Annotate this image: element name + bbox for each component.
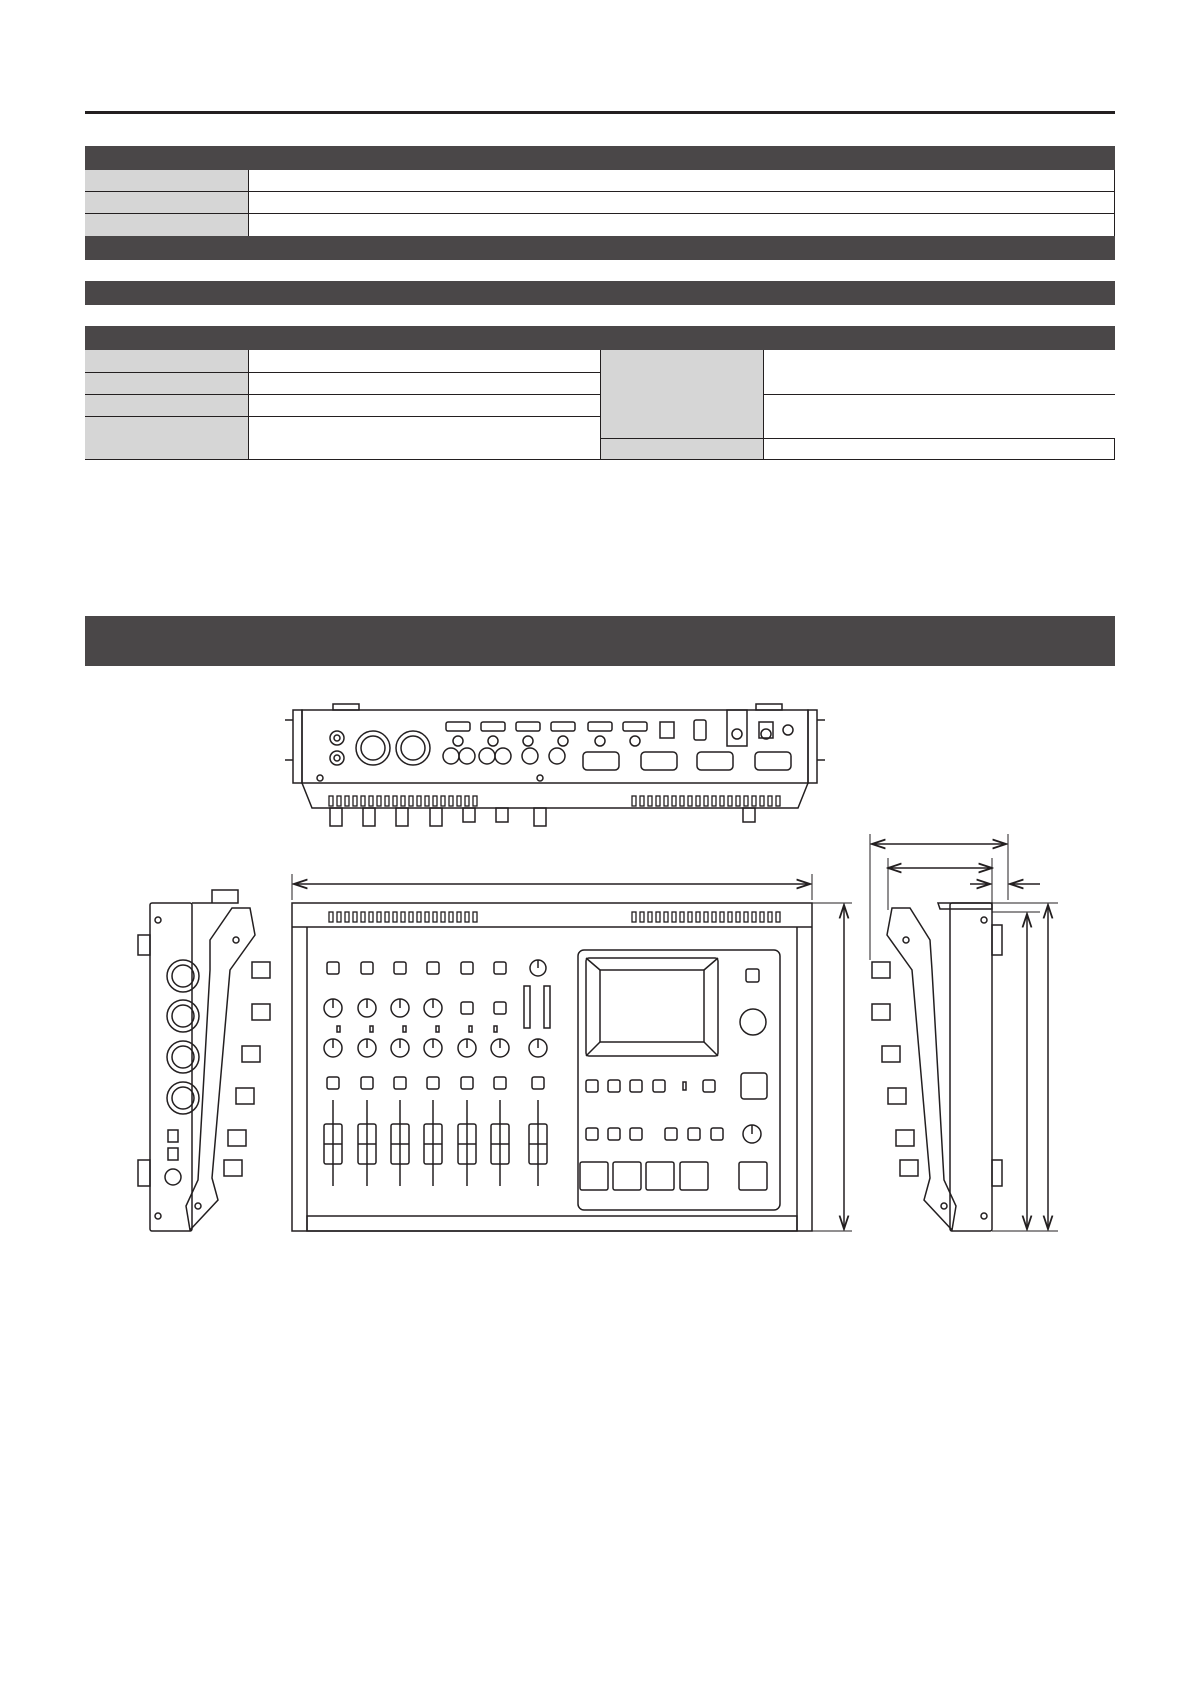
side-view-right bbox=[870, 834, 1058, 1231]
rear-view bbox=[285, 704, 825, 826]
side-view-left bbox=[138, 890, 270, 1231]
top-view bbox=[292, 874, 852, 1231]
